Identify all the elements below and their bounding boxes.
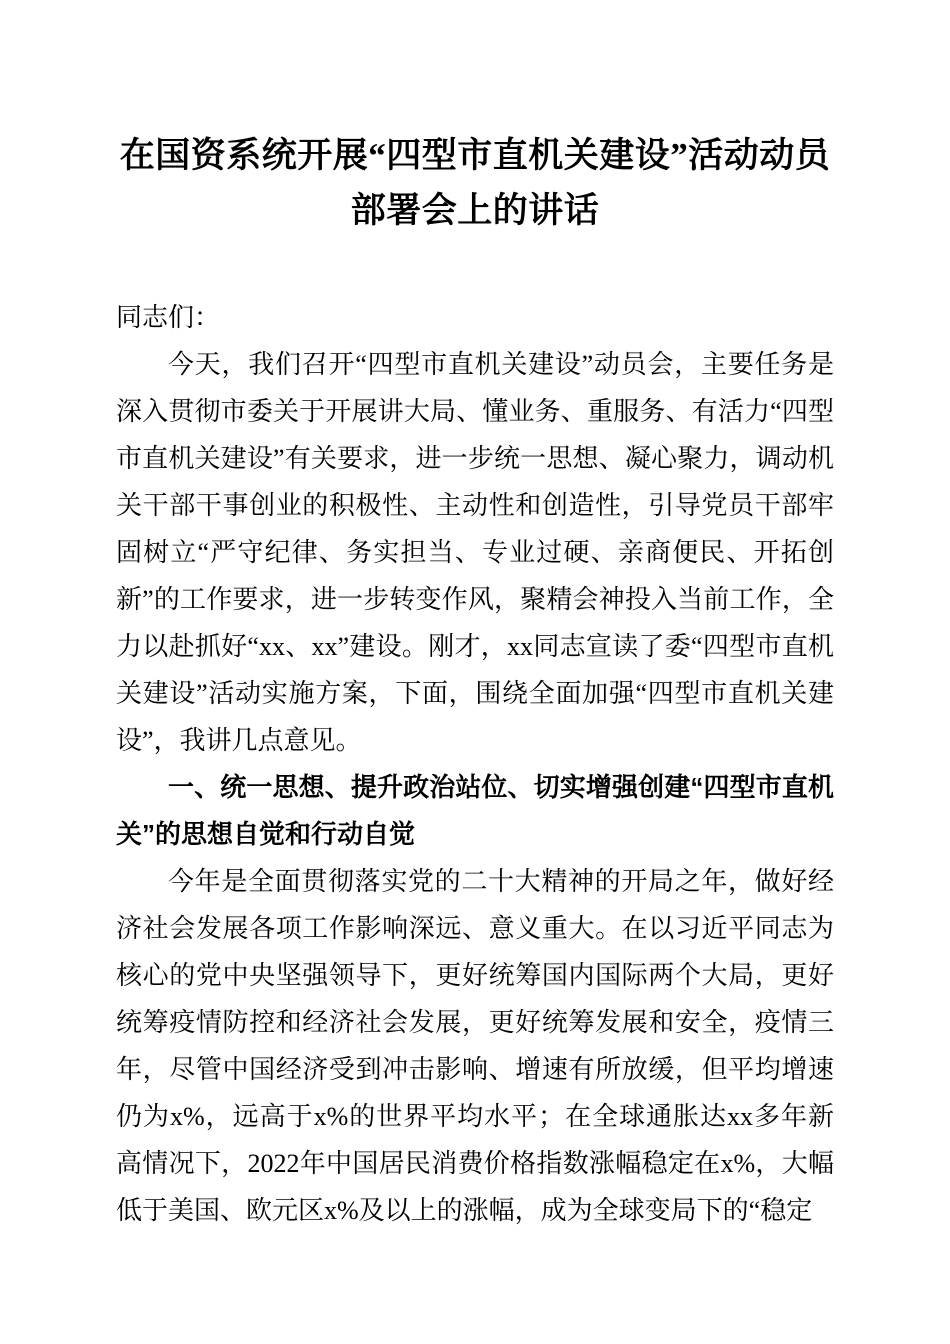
document-title: 在国资系统开展“四型市直机关建设”活动动员部署会上的讲话 <box>119 136 831 230</box>
salutation-line: 同志们： <box>116 303 221 332</box>
intro-paragraph: 今天，我们召开“四型市直机关建设”动员会，主要任务是深入贯彻市委关于开展讲大局、懂业务、重服务、有活力“四型市直机关建设”有关要求，进一步统一思想、凝心聚力，调动机关干部干事创业的积极性、主动性和创造性，引导党员干部牢固树立“严守纪律、务实担当、专业过硬、亲商便民、开拓创新”的工作要求，进一步转变作风，聚精会神投入当前工作，全力以赴抓好“xx、xx”建设。刚才，xx同志宣读了委“四型市直机关建设”活动实施方案，下面，围绕全面加强“四型市直机关建设”，我讲几点意见。 <box>116 350 834 755</box>
section-heading-1: 一、统一思想、提升政治站位、切实增强创建“四型市直机关”的思想自觉和行动自觉 <box>116 772 834 849</box>
section-1-paragraph: 今年是全面贯彻落实党的二十大精神的开局之年，做好经济社会发展各项工作影响深远、意义重大。在以习近平同志为核心的党中央坚强领导下，更好统筹国内国际两个大局，更好统筹疫情防控和经济社会发展，更好统筹发展和安全，疫情三年，尽管中国经济受到冲击影响、增速有所放缓，但平均增速仍为x%，远高于x%的世界平均水平；在全球通胀达xx多年新高情况下，2022年中国居民消费价格指数涨幅稳定在x%，大幅低于美国、欧元区x%及以上的涨幅，成为全球变局下的“稳定 <box>116 867 834 1225</box>
